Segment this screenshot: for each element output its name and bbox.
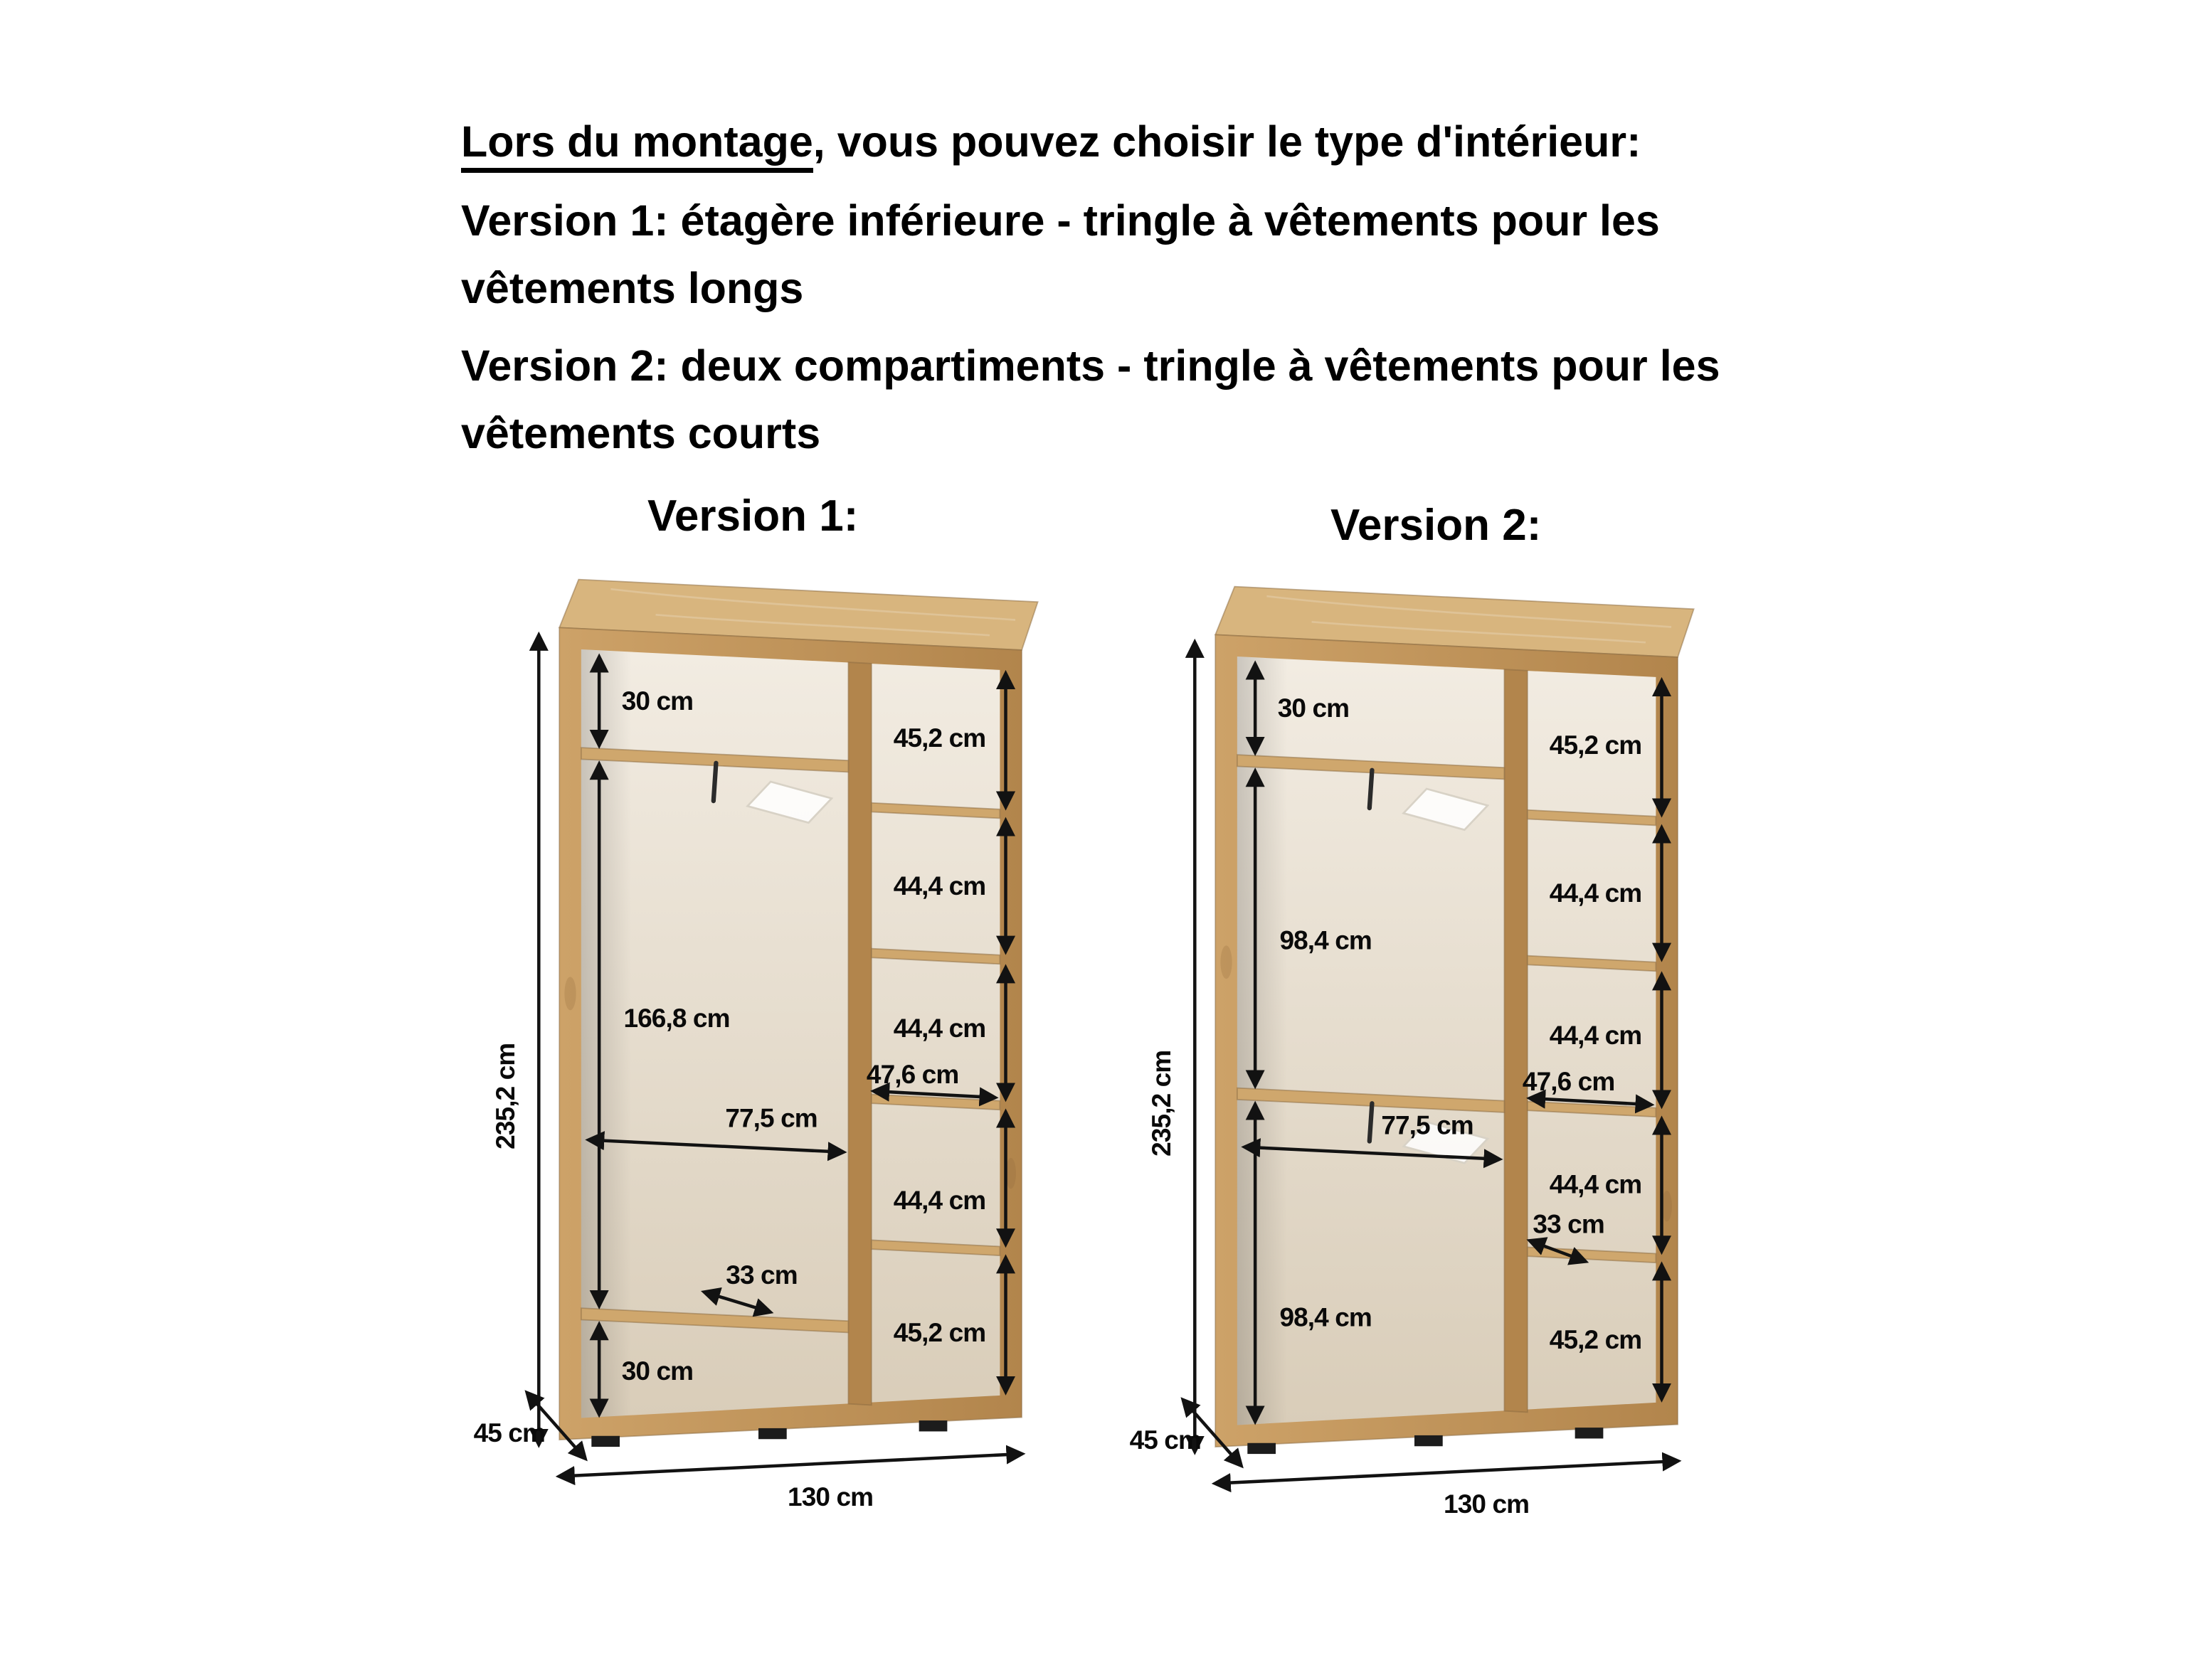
center-divider-panel [848,662,871,1405]
dim-label-lower-left: 98,4 cm [1279,1302,1372,1332]
version1-diagram [462,544,1054,1520]
wardrobe-foot [1575,1428,1604,1438]
wardrobe-foot [1247,1443,1276,1454]
intro-text-block [461,107,1756,467]
dim-label-right-2: 44,4 cm [1549,878,1642,908]
dim-label-right-5: 45,2 cm [1549,1325,1642,1355]
dim-label-shelf-depth: 33 cm [726,1260,798,1290]
intro-line [461,107,1756,177]
dim-label-right-4: 44,4 cm [1549,1169,1642,1199]
dim-label-left-width: 77,5 cm [725,1103,817,1133]
dim-label-right-3: 44,4 cm [893,1014,986,1043]
dim-label-depth: 45 cm [473,1418,545,1447]
interior-shadow [581,649,631,1418]
dim-label-right-width: 47,6 cm [866,1060,959,1090]
dim-label-right-2: 44,4 cm [893,871,986,900]
dim-label-height: 235,2 cm [1147,1050,1176,1157]
dim-label-depth: 45 cm [1129,1425,1201,1455]
rod-hook-icon [1370,770,1372,808]
dim-label-shelf-depth: 33 cm [1533,1209,1604,1239]
rod-hook-icon [714,763,716,801]
dim-label-bottom-left: 30 cm [621,1356,694,1386]
wood-knot [1220,945,1232,979]
version2-diagram [1118,551,1710,1527]
wardrobe-foot [591,1436,620,1447]
dim-label-middle-left: 166,8 cm [623,1003,730,1033]
wardrobe-foot [1414,1435,1443,1446]
dim-arrow-width [559,1454,1022,1477]
dim-label-top-left: 30 cm [621,686,694,716]
dim-label-width: 130 cm [1444,1489,1530,1519]
wardrobe-foot [919,1420,948,1431]
dim-label-top-left: 30 cm [1277,693,1350,723]
rod-hook-icon [1370,1103,1372,1141]
version1-title: Version 1: [647,491,859,541]
dim-label-right-4: 44,4 cm [893,1186,986,1216]
dim-arrow-width [1215,1461,1678,1484]
intro-rest: , vous pouvez choisir le type d'intérieur: [813,117,1641,166]
dim-label-upper-left: 98,4 cm [1279,925,1372,955]
option2-text: Version 2: deux compartiments - tringle à vêtements pour les vêtements courts [461,341,1720,457]
dim-label-right-1: 45,2 cm [893,723,986,753]
dim-label-right-3: 44,4 cm [1549,1021,1642,1051]
intro-underlined: Lors du montage [461,117,813,173]
wood-knot [564,977,576,1010]
center-divider-panel [1504,669,1527,1412]
wardrobe-foot [758,1428,787,1439]
dim-label-left-width: 77,5 cm [1381,1110,1473,1140]
dim-label-height: 235,2 cm [491,1043,520,1149]
version2-title: Version 2: [1330,501,1542,550]
dim-label-right-1: 45,2 cm [1549,730,1642,760]
option1-text: Version 1: étagère inférieure - tringle à vêtements pour les vêtements longs [461,196,1660,312]
dim-label-right-width: 47,6 cm [1522,1067,1615,1097]
dim-label-width: 130 cm [788,1482,874,1512]
dim-label-right-5: 45,2 cm [893,1318,986,1348]
